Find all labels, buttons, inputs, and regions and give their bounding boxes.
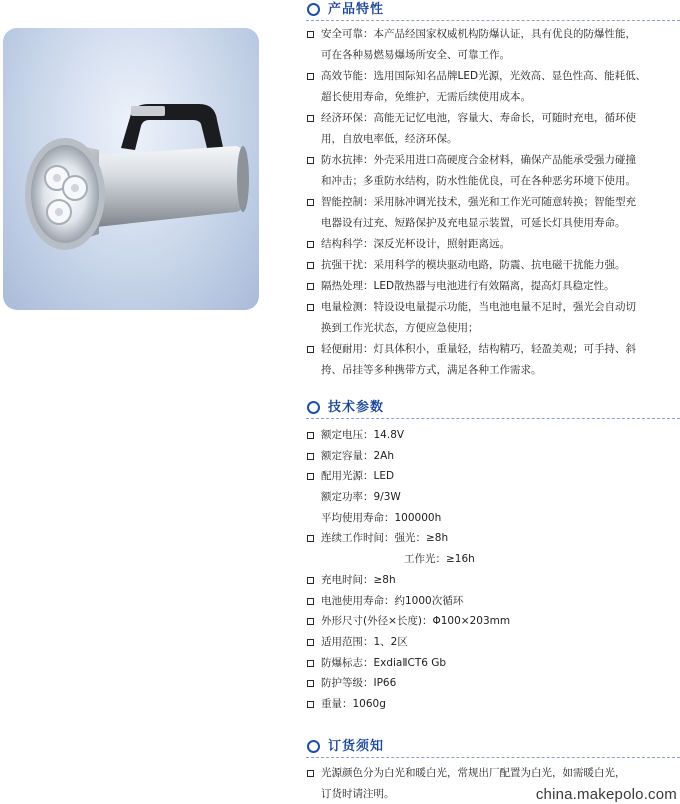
list-item	[306, 276, 680, 297]
spec-row	[306, 508, 680, 529]
spec-row	[306, 653, 680, 674]
item-text: 换到工作光状态，方便应急使用；	[321, 322, 479, 334]
spec-row	[306, 446, 680, 467]
item-text: 防水抗摔：外壳采用进口高硬度合金材料，确保产品能承受强力碰撞	[321, 154, 636, 166]
spec-row	[306, 591, 680, 612]
item-text: 轻便耐用：灯具体积小，重量轻，结构精巧，轻盈美观；可手持、斜	[321, 343, 636, 355]
spec-row	[306, 466, 680, 487]
spec-text: 额定电压：14.8V	[321, 429, 405, 441]
square-bullet-icon	[307, 157, 314, 164]
section-ring-icon	[307, 401, 320, 414]
flashlight-image	[3, 28, 259, 310]
product-info	[306, 0, 680, 804]
list-item	[306, 297, 680, 339]
square-bullet-icon	[307, 73, 314, 80]
spec-text: 额定功率：9/3W	[321, 491, 401, 504]
list-item	[306, 108, 680, 150]
square-bullet-icon	[307, 199, 314, 206]
order-header	[306, 737, 680, 759]
spec-row	[306, 694, 680, 715]
spec-text: 电池使用寿命：约1000次循环	[321, 594, 464, 607]
spec-text: 防爆标志：ExdiaⅡCT6 Gb	[321, 656, 447, 669]
section-ring-icon	[307, 740, 320, 753]
item-text: 经济环保：高能无记忆电池，容量大、寿命长，可随时充电，循环使	[321, 112, 636, 124]
spec-row	[306, 487, 680, 508]
list-item	[306, 192, 680, 234]
square-bullet-icon	[307, 115, 314, 122]
spec-row	[306, 673, 680, 694]
square-bullet-icon	[307, 598, 314, 605]
square-bullet-icon	[307, 680, 314, 687]
spec-row	[306, 611, 680, 632]
square-bullet-icon	[307, 535, 314, 542]
square-bullet-icon	[307, 283, 314, 290]
square-bullet-icon	[307, 639, 314, 646]
square-bullet-icon	[307, 346, 314, 353]
section-divider	[306, 20, 680, 21]
spec-row	[306, 549, 680, 570]
watermark: china.makepolo.com	[535, 786, 677, 803]
square-bullet-icon	[307, 432, 314, 439]
spec-text: 充电时间：≥8h	[321, 573, 396, 586]
spec-row	[306, 570, 680, 591]
section-divider	[306, 757, 680, 758]
spec-row	[306, 632, 680, 653]
spec-text: 平均使用寿命：100000h	[321, 511, 442, 524]
item-text: 挎、吊挂等多种携带方式，满足各种工作需求。	[321, 364, 542, 376]
square-bullet-icon	[307, 618, 314, 625]
square-bullet-icon	[307, 241, 314, 248]
spec-text: 防护等级：IP66	[321, 677, 397, 690]
item-text: 超长使用寿命，免维护，无需后续使用成本。	[321, 91, 531, 103]
item-text: 隔热处理：LED散热器与电池进行有效隔离，提高灯具稳定性。	[321, 280, 615, 292]
item-text: 光源颜色分为白光和暖白光，常规出厂配置为白光，如需暖白光，	[321, 767, 626, 779]
square-bullet-icon	[307, 31, 314, 38]
square-bullet-icon	[307, 577, 314, 584]
square-bullet-icon	[307, 304, 314, 311]
features-title: 产品特性	[328, 2, 385, 17]
list-item	[306, 339, 680, 381]
specs-header	[306, 398, 680, 420]
spec-text: 连续工作时间：强光：≥8h	[321, 532, 449, 545]
specs-title: 技术参数	[328, 400, 385, 415]
spec-text: 适用范围：1、2区	[321, 635, 408, 648]
list-item	[306, 150, 680, 192]
item-text: 用，自放电率低，经济环保。	[321, 133, 458, 145]
order-title: 订货须知	[328, 739, 385, 754]
specs-list	[306, 425, 680, 715]
item-text: 安全可靠：本产品经国家权威机构防爆认证，具有优良的防爆性能，	[321, 28, 636, 40]
item-text: 电器设有过充、短路保护及充电显示装置，可延长灯具使用寿命。	[321, 217, 626, 229]
spec-row	[306, 528, 680, 549]
square-bullet-icon	[307, 660, 314, 667]
spec-text: 重量：1060g	[321, 697, 386, 710]
section-ring-icon	[307, 3, 320, 16]
section-divider	[306, 418, 680, 419]
features-header	[306, 0, 680, 22]
item-text: 抗强干扰：采用科学的模块驱动电路，防震、抗电磁干扰能力强。	[321, 259, 626, 271]
item-text: 高效节能：选用国际知名品牌LED光源，光效高、显色性高、能耗低、	[321, 70, 647, 82]
spec-row	[306, 425, 680, 446]
item-text: 订货时请注明。	[321, 788, 395, 800]
square-bullet-icon	[307, 701, 314, 708]
spec-text: 工作光：≥16h	[404, 553, 475, 566]
spec-text: 额定容量：2Ah	[321, 449, 395, 462]
list-item	[306, 24, 680, 66]
list-item	[306, 66, 680, 108]
product-photo	[3, 28, 259, 310]
item-text: 可在各种易燃易爆场所安全、可靠工作。	[321, 49, 510, 61]
item-text: 智能控制：采用脉冲调光技术，强光和工作光可随意转换；智能型充	[321, 196, 636, 208]
square-bullet-icon	[307, 473, 314, 480]
square-bullet-icon	[307, 262, 314, 269]
list-item	[306, 234, 680, 255]
item-text: 和冲击；多重防水结构，防水性能优良，可在各种恶劣环境下使用。	[321, 175, 636, 187]
square-bullet-icon	[307, 770, 314, 777]
features-list	[306, 24, 680, 381]
spec-text: 外形尺寸(外径×长度)：Φ100×203mm	[321, 615, 511, 628]
square-bullet-icon	[307, 453, 314, 460]
spec-text: 配用光源：LED	[321, 470, 395, 483]
list-item	[306, 255, 680, 276]
item-text: 结构科学：深反光杯设计，照射距离远。	[321, 238, 510, 250]
item-text: 电量检测：特设设电量提示功能，当电池电量不足时，强光会自动切	[321, 301, 636, 313]
